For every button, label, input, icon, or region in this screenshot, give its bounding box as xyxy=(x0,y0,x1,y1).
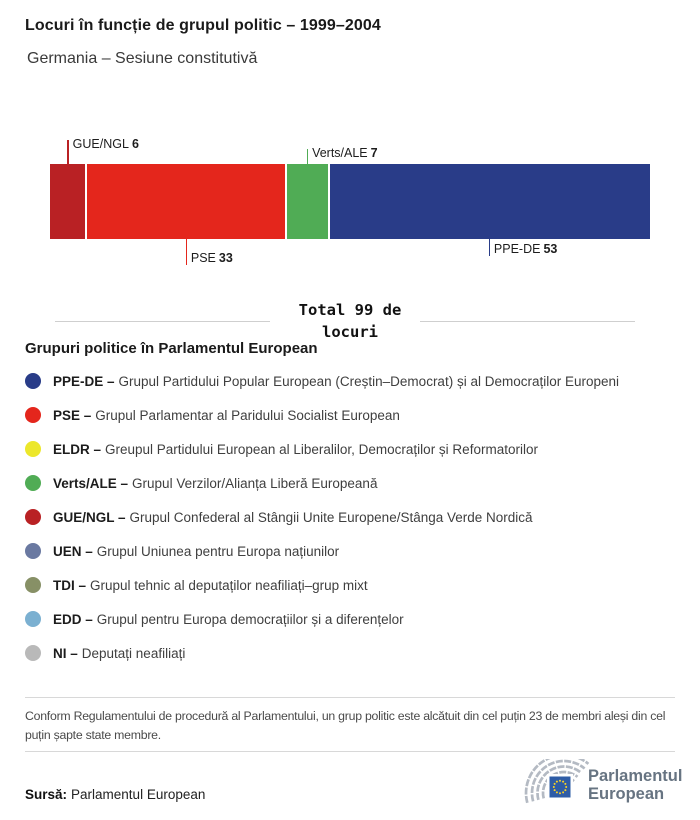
bar-segment-PPE-DE xyxy=(329,164,650,239)
segment-divider xyxy=(285,164,287,239)
legend-item-abbr: ELDR – xyxy=(53,441,102,457)
legend-color-dot xyxy=(25,611,41,627)
legend-item-PPE-DE xyxy=(25,365,619,397)
callout-tick-Verts/ALE xyxy=(307,149,309,164)
bar-label-name: GUE/NGL xyxy=(72,137,129,151)
legend-item-text: EDD – Grupul pentru Europa democrațiilor și a diferențelor xyxy=(53,611,404,627)
legend-item-abbr: EDD – xyxy=(53,611,93,627)
legend-color-dot xyxy=(25,577,41,593)
legend-item-text: UEN – Grupul Uniunea pentru Europa națiunilor xyxy=(53,543,340,559)
legend-color-dot xyxy=(25,373,41,389)
segment-divider xyxy=(328,164,330,239)
legend-item-EDD xyxy=(25,603,404,635)
legend-item-GUE/NGL xyxy=(25,501,533,533)
legend-item-text: NI – Deputați neafiliați xyxy=(53,645,186,661)
legend-item-abbr: Verts/ALE – xyxy=(53,475,129,491)
bar-label-value: 53 xyxy=(543,242,558,256)
footnote-text: Conform Regulamentului de procedură al Parlamentului, un grup politic este alcătuit din cel puțin 23 de membri aleși din cel puțin șapte state membre. xyxy=(25,709,666,742)
legend-item-text: ELDR – Greupul Partidului European al Liberalilor, Democraților și Reformatorilor xyxy=(53,441,538,457)
legend-item-PSE xyxy=(25,399,400,431)
legend-color-dot xyxy=(25,475,41,491)
total-divider-right xyxy=(420,321,635,322)
legend-heading: Grupuri politice în Parlamentul European xyxy=(25,340,318,357)
source-value: Parlamentul European xyxy=(71,787,206,802)
footnote-divider-top xyxy=(25,697,675,698)
legend-item-text: GUE/NGL – Grupul Confederal al Stângii Unite Europene/Stânga Verde Nordică xyxy=(53,509,533,525)
callout-tick-PPE-DE xyxy=(489,239,491,256)
logo-text-line1: Parlamentul xyxy=(588,767,683,785)
legend-item-text: TDI – Grupul tehnic al deputaților neafiliați–grup mixt xyxy=(53,577,368,593)
eu-flag-icon xyxy=(550,777,571,798)
segment-divider xyxy=(85,164,87,239)
bar-label-value: 7 xyxy=(370,146,378,160)
legend-color-dot xyxy=(25,543,41,559)
footnote-divider-bottom xyxy=(25,751,675,752)
bar-segment-GUE/NGL xyxy=(50,164,86,239)
callout-tick-PSE xyxy=(186,239,188,265)
european-parliament-logo xyxy=(512,759,684,813)
bar-segment-PSE xyxy=(86,164,286,239)
legend-item-text: Verts/ALE – Grupul Verzilor/Alianța Liberă Europeană xyxy=(53,475,378,491)
bar-segment-Verts/ALE xyxy=(286,164,328,239)
legend-color-dot xyxy=(25,407,41,423)
legend-item-UEN xyxy=(25,535,339,567)
legend-item-Verts/ALE xyxy=(25,467,377,499)
source-line xyxy=(25,787,205,802)
bar-label-GUE/NGL xyxy=(73,137,139,152)
legend-item-text: PPE-DE – Grupul Partidului Popular European (Creștin–Democrat) și al Democraților Europeni xyxy=(53,373,620,389)
legend-item-ELDR xyxy=(25,433,538,465)
bar-label-Verts/ALE xyxy=(312,146,378,161)
legend-color-dot xyxy=(25,509,41,525)
legend-item-abbr: UEN – xyxy=(53,543,93,559)
page-title: Locuri în funcție de grupul politic – 1999–2004 xyxy=(25,17,381,34)
seats-stacked-bar-chart xyxy=(0,0,700,300)
bar-label-name: PSE xyxy=(190,251,216,265)
total-seats-label: Total 99 de locuri xyxy=(298,301,402,341)
legend-item-abbr: PPE-DE – xyxy=(53,373,115,389)
bar-label-value: 33 xyxy=(218,251,233,265)
legend-item-TDI xyxy=(25,569,368,601)
bar-label-PSE xyxy=(191,251,233,266)
legend-item-NI xyxy=(25,637,185,669)
legend-color-dot xyxy=(25,645,41,661)
logo-text-line2: European xyxy=(588,785,665,803)
bar-label-name: Verts/ALE xyxy=(312,146,368,160)
legend-item-abbr: TDI – xyxy=(53,577,87,593)
legend-item-abbr: PSE – xyxy=(53,407,92,423)
bar-label-PPE-DE xyxy=(494,242,557,257)
bar-label-name: PPE-DE xyxy=(493,242,541,256)
callout-tick-GUE/NGL xyxy=(67,140,69,164)
legend-color-dot xyxy=(25,441,41,457)
legend-item-abbr: NI – xyxy=(53,645,78,661)
source-label: Sursă: xyxy=(25,787,68,802)
legend-item-text: PSE – Grupul Parlamentar al Paridului Socialist European xyxy=(53,407,400,423)
total-divider-left xyxy=(55,321,270,322)
legend-item-abbr: GUE/NGL – xyxy=(53,509,126,525)
bar-label-value: 6 xyxy=(131,137,139,151)
page-subtitle: Germania – Sesiune constitutivă xyxy=(27,50,258,67)
